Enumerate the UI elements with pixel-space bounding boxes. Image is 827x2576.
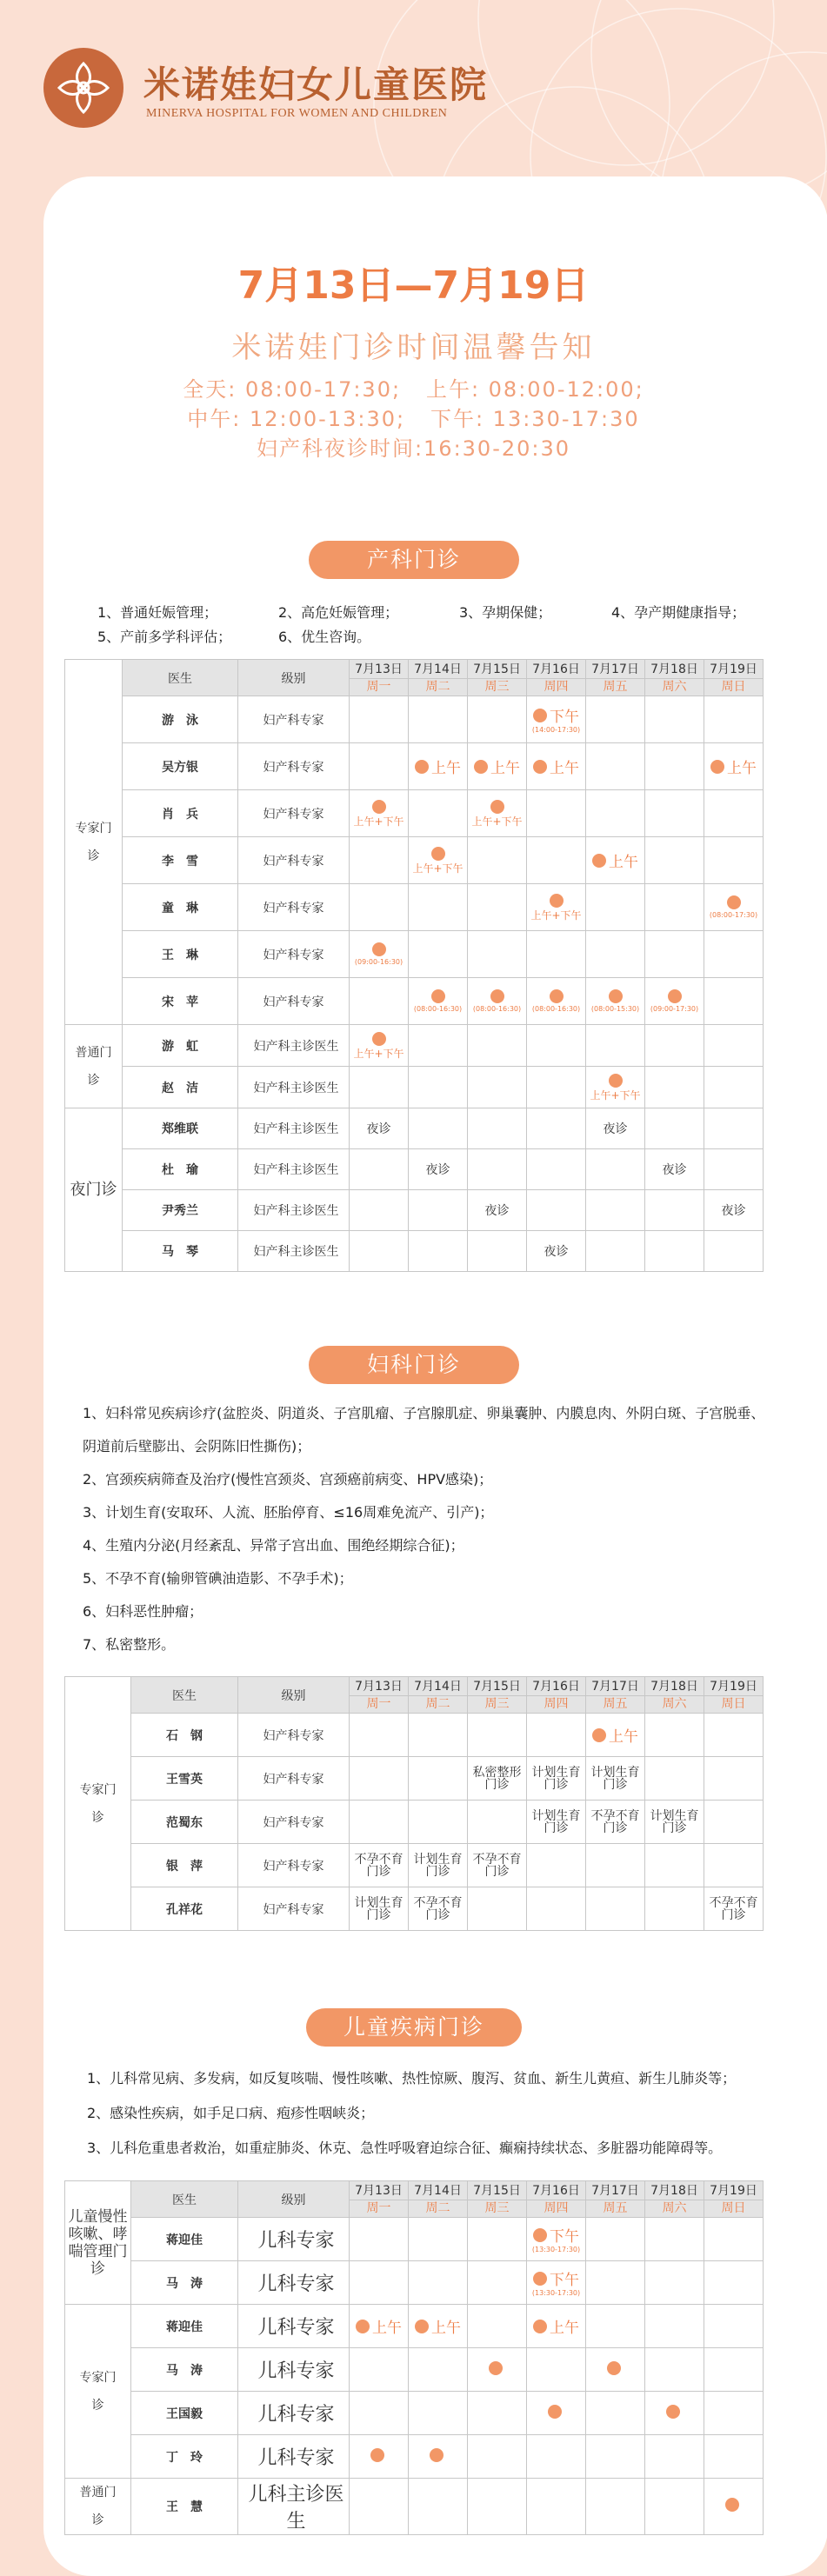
obstetrics-schedule-table — [64, 659, 764, 1272]
table-row — [65, 2392, 764, 2435]
day-header: 7月18日 周六 — [645, 660, 704, 696]
doctor-level: 妇产科专家 — [238, 790, 350, 837]
table-row — [65, 2479, 764, 2535]
slot-infertile: 不孕不育门诊 — [468, 1844, 527, 1887]
clinic-dot-icon — [550, 989, 564, 1003]
doctor-name: 丁 玲 — [131, 2435, 238, 2479]
slot-am: 上午 — [527, 2305, 586, 2348]
table-row — [65, 2218, 764, 2261]
clinic-dot-icon — [372, 1032, 386, 1046]
clinic-dot-icon — [609, 989, 623, 1003]
gynecology-service: 阴道前后壁膨出、会阴陈旧性撕伤)； — [83, 1438, 311, 1454]
day-header: 7月16日 周四 — [527, 660, 586, 696]
doctor-name: 宋 苹 — [123, 978, 238, 1025]
slot-am: 上午 — [586, 1714, 645, 1757]
obstetrics-service: 3、孕期保健； — [459, 604, 552, 621]
day-header: 7月19日 周日 — [704, 1677, 764, 1714]
slot-allday: (08:00-17:30) — [704, 884, 764, 931]
table-row — [65, 1887, 764, 1931]
table-row — [65, 1231, 764, 1272]
slot-am: 上午 — [350, 2305, 409, 2348]
day-header: 7月16日 周四 — [527, 2181, 586, 2218]
doctor-level: 妇产科专家 — [238, 1801, 350, 1844]
pediatrics-service: 3、儿科危重患者救治，如重症肺炎、休克、急性呼吸窘迫综合征、癫痫持续状态、多脏器功能障碍等。 — [87, 2140, 723, 2156]
day-header: 7月18日 周六 — [645, 2181, 704, 2218]
clinic-dot-icon — [609, 1074, 623, 1088]
doctor-level: 妇产科专家 — [238, 1844, 350, 1887]
doctor-name: 马 琴 — [123, 1231, 238, 1272]
slot-clinic — [468, 2348, 527, 2392]
doctor-level: 妇产科主诊医生 — [238, 1108, 350, 1149]
header-doctor: 医生 — [131, 1677, 238, 1714]
gynecology-schedule-table — [64, 1676, 764, 1931]
clinic-dot-icon — [430, 2448, 444, 2462]
slot-night: 夜诊 — [527, 1231, 586, 1272]
gynecology-service: 4、生殖内分泌(月经紊乱、异常子宫出血、围绝经期综合征)； — [83, 1537, 464, 1554]
notice-subtitle: 米诺娃门诊时间温馨告知 — [231, 330, 596, 365]
table-header-row — [65, 660, 764, 696]
day-header: 7月13日 周一 — [350, 660, 409, 696]
clinic-dot-icon — [431, 989, 445, 1003]
slot-allday: (09:00-17:30) — [645, 978, 704, 1025]
group-label-general: 普通门诊 — [65, 2479, 131, 2535]
clinic-dot-icon — [356, 2320, 370, 2333]
slot-pm: 下午 (14:00-17:30) — [527, 696, 586, 743]
table-header-row — [65, 2181, 764, 2218]
doctor-name: 王雪英 — [131, 1757, 238, 1801]
table-row — [65, 2261, 764, 2305]
slot-am: 上午 — [409, 743, 468, 790]
doctor-level: 妇产科专家 — [238, 978, 350, 1025]
slot-clinic — [586, 2348, 645, 2392]
clinic-dot-icon — [710, 760, 724, 774]
slot-ampm: 上午+下午 — [527, 884, 586, 931]
slot-allday: (08:00-16:30) — [527, 978, 586, 1025]
slot-allday: (08:00-15:30) — [586, 978, 645, 1025]
table-row — [65, 1067, 764, 1108]
clinic-dot-icon — [727, 895, 741, 909]
notice-date-range: 7月13日—7月19日 — [237, 263, 590, 308]
slot-clinic — [350, 2435, 409, 2479]
obstetrics-service: 4、孕产期健康指导； — [611, 604, 746, 621]
table-row — [65, 978, 764, 1025]
slot-infertile: 不孕不育门诊 — [704, 1887, 764, 1931]
doctor-name: 尹秀兰 — [123, 1190, 238, 1231]
table-row — [65, 790, 764, 837]
table-row — [65, 1844, 764, 1887]
header-level: 级别 — [238, 660, 350, 696]
doctor-level: 儿科专家 — [238, 2218, 350, 2261]
doctor-name: 孔祥花 — [131, 1887, 238, 1931]
slot-ampm: 上午+下午 — [468, 790, 527, 837]
gynecology-service: 1、妇科常见疾病诊疗(盆腔炎、阴道炎、子宫肌瘤、子宫腺肌症、卵巢囊肿、内膜息肉、外阴白斑、子宫脱垂、 — [83, 1405, 765, 1421]
doctor-level: 妇产科专家 — [238, 837, 350, 884]
group-label-expert: 专家门诊 — [65, 660, 123, 1025]
day-header: 7月15日 周三 — [468, 1677, 527, 1714]
table-row — [65, 1190, 764, 1231]
doctor-level: 妇产科专家 — [238, 931, 350, 978]
clinic-dot-icon — [533, 760, 547, 774]
doctor-level: 儿科专家 — [238, 2261, 350, 2305]
header-level: 级别 — [238, 2181, 350, 2218]
day-header: 7月13日 周一 — [350, 1677, 409, 1714]
doctor-level: 儿科专家 — [238, 2305, 350, 2348]
doctor-name: 马 涛 — [131, 2261, 238, 2305]
day-header: 7月17日 周五 — [586, 2181, 645, 2218]
obstetrics-service: 6、优生咨询。 — [278, 629, 371, 645]
slot-ampm: 上午+下午 — [350, 1025, 409, 1067]
group-label-expert: 专家门诊 — [65, 2305, 131, 2479]
slot-allday: (09:00-16:30) — [350, 931, 409, 978]
doctor-name: 蒋迎佳 — [131, 2305, 238, 2348]
gynecology-service: 2、宫颈疾病筛查及治疗(慢性宫颈炎、宫颈癌前病变、HPV感染)； — [83, 1471, 493, 1488]
clinic-dot-icon — [533, 709, 547, 722]
clinic-dot-icon — [533, 2320, 547, 2333]
day-header: 7月14日 周二 — [409, 660, 468, 696]
doctor-name: 杜 瑜 — [123, 1149, 238, 1190]
clinic-dot-icon — [370, 2448, 384, 2462]
day-header: 7月15日 周三 — [468, 660, 527, 696]
day-header: 7月13日 周一 — [350, 2181, 409, 2218]
day-header: 7月19日 周日 — [704, 2181, 764, 2218]
group-label-night: 夜门诊 — [65, 1108, 123, 1272]
slot-night: 夜诊 — [645, 1149, 704, 1190]
doctor-name: 范蜀东 — [131, 1801, 238, 1844]
table-row — [65, 1025, 764, 1067]
clinic-dot-icon — [592, 1728, 606, 1742]
slot-infertile: 不孕不育门诊 — [350, 1844, 409, 1887]
slot-ampm: 上午+下午 — [350, 790, 409, 837]
slot-clinic — [409, 2435, 468, 2479]
doctor-name: 蒋迎佳 — [131, 2218, 238, 2261]
slot-am: 上午 — [409, 2305, 468, 2348]
doctor-name: 石 钢 — [131, 1714, 238, 1757]
group-label-asthma: 儿童慢性咳嗽、哮喘管理门诊 — [65, 2181, 131, 2305]
doctor-name: 郑维联 — [123, 1108, 238, 1149]
clinic-dot-icon — [415, 2320, 429, 2333]
slot-am: 上午 — [527, 743, 586, 790]
slot-pm: 下午 (13:30-17:30) — [527, 2261, 586, 2305]
doctor-level: 妇产科专家 — [238, 696, 350, 743]
table-row — [65, 1149, 764, 1190]
table-row — [65, 1757, 764, 1801]
clinic-dot-icon — [489, 2361, 503, 2375]
table-row — [65, 884, 764, 931]
clinic-dot-icon — [725, 2498, 739, 2512]
clinic-dot-icon — [592, 854, 606, 868]
hospital-name-cn: 米诺娃妇女儿童医院 — [143, 63, 489, 106]
table-row — [65, 931, 764, 978]
day-header: 7月19日 周日 — [704, 660, 764, 696]
clinic-dot-icon — [415, 760, 429, 774]
slot-ampm: 上午+下午 — [586, 1067, 645, 1108]
doctor-level: 妇产科专家 — [238, 1714, 350, 1757]
doctor-name: 吴方银 — [123, 743, 238, 790]
obstetrics-service: 2、高危妊娠管理； — [278, 604, 399, 621]
gynecology-service: 3、计划生育(安取环、人流、胚胎停育、≤16周难免流产、引产)； — [83, 1504, 494, 1521]
slot-clinic — [704, 2479, 764, 2535]
pediatrics-section-title: 儿童疾病门诊 — [306, 2008, 522, 2047]
slot-family: 计划生育门诊 — [527, 1757, 586, 1801]
slot-allday: (08:00-16:30) — [409, 978, 468, 1025]
hospital-header — [43, 48, 652, 135]
table-row — [65, 1801, 764, 1844]
header-doctor: 医生 — [131, 2181, 238, 2218]
slot-clinic — [645, 2392, 704, 2435]
slot-private: 私密整形门诊 — [468, 1757, 527, 1801]
doctor-level: 妇产科主诊医生 — [238, 1231, 350, 1272]
slot-am: 上午 — [704, 743, 764, 790]
doctor-level: 儿科主诊医生 — [238, 2479, 350, 2535]
doctor-level: 妇产科专家 — [238, 743, 350, 790]
clinic-dot-icon — [490, 989, 504, 1003]
table-row — [65, 837, 764, 884]
gynecology-service: 5、不孕不育(输卵管碘油造影、不孕手术)； — [83, 1570, 353, 1587]
day-header: 7月14日 周二 — [409, 1677, 468, 1714]
day-header: 7月14日 周二 — [409, 2181, 468, 2218]
pediatrics-service: 1、儿科常见病、多发病，如反复咳喘、慢性咳嗽、热性惊厥、腹泻、贫血、新生儿黄疸、新生儿肺炎等； — [87, 2070, 737, 2087]
doctor-name: 游 泳 — [123, 696, 238, 743]
table-row — [65, 2435, 764, 2479]
day-header: 7月17日 周五 — [586, 660, 645, 696]
clinic-dot-icon — [533, 2272, 547, 2286]
table-row — [65, 1108, 764, 1149]
gynecology-service: 6、妇科恶性肿瘤； — [83, 1603, 203, 1620]
slot-infertile: 不孕不育门诊 — [586, 1801, 645, 1844]
doctor-name: 王国毅 — [131, 2392, 238, 2435]
gynecology-service: 7、私密整形。 — [83, 1636, 176, 1653]
table-row — [65, 1714, 764, 1757]
doctor-level: 妇产科专家 — [238, 884, 350, 931]
doctor-name: 银 萍 — [131, 1844, 238, 1887]
hours-line-3: 妇产科夜诊时间:16:30-20:30 — [256, 436, 571, 461]
day-header: 7月18日 周六 — [645, 1677, 704, 1714]
day-header: 7月16日 周四 — [527, 1677, 586, 1714]
clinic-dot-icon — [550, 894, 564, 908]
clinic-dot-icon — [490, 800, 504, 814]
doctor-name: 童 琳 — [123, 884, 238, 931]
slot-pm: 下午 (13:30-17:30) — [527, 2218, 586, 2261]
hospital-name-en: MINERVA HOSPITAL FOR WOMEN AND CHILDREN — [146, 107, 448, 120]
slot-am: 上午 — [586, 837, 645, 884]
slot-night: 夜诊 — [409, 1149, 468, 1190]
slot-family: 计划生育门诊 — [409, 1844, 468, 1887]
slot-clinic — [527, 2392, 586, 2435]
day-header: 7月17日 周五 — [586, 1677, 645, 1714]
pediatrics-schedule-table — [64, 2180, 764, 2535]
hours-line-1: 全天: 08:00-17:30; 上午: 08:00-12:00; — [183, 377, 644, 402]
doctor-name: 游 虹 — [123, 1025, 238, 1067]
table-row — [65, 2348, 764, 2392]
doctor-name: 李 雪 — [123, 837, 238, 884]
slot-night: 夜诊 — [704, 1190, 764, 1231]
doctor-name: 马 涛 — [131, 2348, 238, 2392]
clinic-dot-icon — [431, 847, 445, 861]
doctor-name: 王 慧 — [131, 2479, 238, 2535]
doctor-level: 妇产科主诊医生 — [238, 1190, 350, 1231]
slot-family: 计划生育门诊 — [350, 1887, 409, 1931]
hospital-logo — [43, 48, 123, 128]
clinic-dot-icon — [666, 2405, 680, 2419]
doctor-level: 妇产科主诊医生 — [238, 1067, 350, 1108]
obstetrics-section-title: 产科门诊 — [309, 541, 519, 579]
group-label-expert: 专家门诊 — [65, 1677, 131, 1931]
clinic-dot-icon — [372, 942, 386, 956]
doctor-level: 妇产科主诊医生 — [238, 1025, 350, 1067]
day-header: 7月15日 周三 — [468, 2181, 527, 2218]
slot-am: 上午 — [468, 743, 527, 790]
pediatrics-service: 2、感染性疾病，如手足口病、疱疹性咽峡炎； — [87, 2105, 375, 2121]
doctor-name: 肖 兵 — [123, 790, 238, 837]
clinic-dot-icon — [607, 2361, 621, 2375]
slot-night: 夜诊 — [586, 1108, 645, 1149]
table-row — [65, 743, 764, 790]
slot-night: 夜诊 — [350, 1108, 409, 1149]
obstetrics-service: 1、普通妊娠管理； — [97, 604, 218, 621]
doctor-level: 儿科专家 — [238, 2392, 350, 2435]
doctor-level: 妇产科主诊医生 — [238, 1149, 350, 1190]
table-row — [65, 696, 764, 743]
slot-family: 计划生育门诊 — [527, 1801, 586, 1844]
header-level: 级别 — [238, 1677, 350, 1714]
doctor-name: 赵 洁 — [123, 1067, 238, 1108]
table-row — [65, 2305, 764, 2348]
clinic-dot-icon — [548, 2405, 562, 2419]
hours-line-2: 中午: 12:00-13:30; 下午: 13:30-17:30 — [187, 407, 640, 431]
slot-night: 夜诊 — [468, 1190, 527, 1231]
doctor-level: 儿科专家 — [238, 2348, 350, 2392]
clinic-dot-icon — [668, 989, 682, 1003]
slot-allday: (08:00-16:30) — [468, 978, 527, 1025]
slot-family: 计划生育门诊 — [645, 1801, 704, 1844]
doctor-name: 王 琳 — [123, 931, 238, 978]
gynecology-section-title: 妇科门诊 — [309, 1346, 519, 1384]
doctor-level: 妇产科专家 — [238, 1757, 350, 1801]
clinic-dot-icon — [533, 2228, 547, 2242]
slot-family: 计划生育门诊 — [586, 1757, 645, 1801]
clinic-dot-icon — [474, 760, 488, 774]
doctor-level: 儿科专家 — [238, 2435, 350, 2479]
clinic-dot-icon — [372, 800, 386, 814]
header-doctor: 医生 — [123, 660, 238, 696]
slot-infertile: 不孕不育门诊 — [409, 1887, 468, 1931]
group-label-general: 普通门诊 — [65, 1025, 123, 1108]
slot-ampm: 上午+下午 — [409, 837, 468, 884]
table-header-row — [65, 1677, 764, 1714]
doctor-level: 妇产科专家 — [238, 1887, 350, 1931]
obstetrics-service: 5、产前多学科评估； — [97, 629, 232, 645]
